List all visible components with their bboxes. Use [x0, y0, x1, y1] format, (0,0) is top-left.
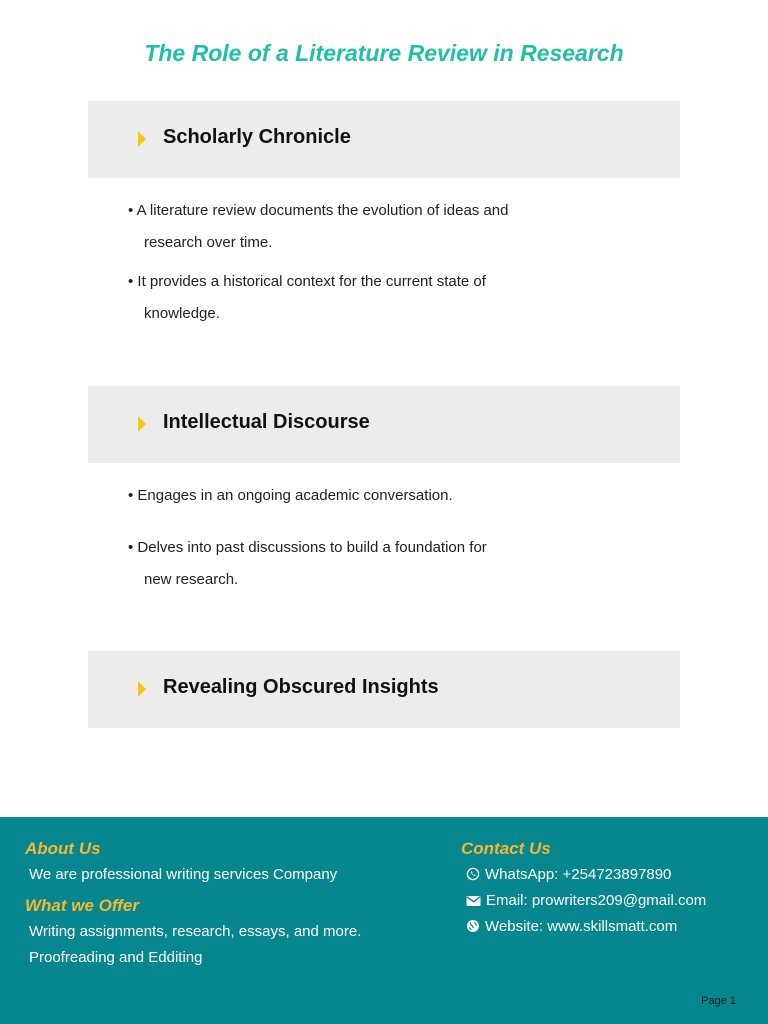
bullet-item [128, 532, 548, 596]
contact-heading: Contact Us [461, 839, 551, 858]
triangle-right-icon [138, 681, 146, 697]
bullet-line-continued: research over time. [144, 234, 273, 251]
bullet-line: • A literature review documents the evolution of ideas and [128, 202, 509, 219]
bullet-line: • Engages in an ongoing academic conversation. [128, 487, 453, 504]
offer-heading: What we Offer [25, 896, 139, 915]
section-header-intellectual-discourse [88, 386, 680, 463]
contact-whatsapp-text: WhatsApp: +254723897890 [485, 866, 672, 883]
bullet-item [128, 195, 548, 259]
about-text: We are professional writing services Company [29, 866, 338, 883]
triangle-right-icon [138, 131, 146, 147]
contact-website [466, 918, 677, 935]
footer [0, 817, 768, 1024]
bullet-item [128, 266, 548, 330]
section-heading: Revealing Obscured Insights [163, 676, 439, 698]
offer-line: Writing assignments, research, essays, and more. [29, 923, 362, 940]
whatsapp-icon [466, 867, 480, 881]
contact-email-text: Email: prowriters209@gmail.com [486, 892, 707, 909]
section-header-scholarly-chronicle [88, 101, 680, 178]
envelope-icon [466, 895, 481, 907]
contact-website-text: Website: www.skillsmatt.com [485, 918, 678, 935]
contact-whatsapp [466, 866, 671, 883]
section-header-revealing-obscured-insights [88, 651, 680, 728]
bullet-line-continued: knowledge. [144, 305, 220, 322]
section-heading: Scholarly Chronicle [163, 126, 351, 148]
triangle-right-icon [138, 416, 146, 432]
contact-email [466, 892, 706, 909]
bullet-line: • It provides a historical context for the current state of [128, 273, 486, 290]
bullet-line-continued: new research. [144, 571, 239, 588]
about-heading: About Us [25, 839, 101, 858]
offer-line: Proofreading and Edditing [29, 949, 203, 966]
bullet-line: • Delves into past discussions to build a foundation for [128, 539, 487, 556]
page-number: Page 1 [701, 995, 736, 1007]
bullet-item [128, 480, 548, 512]
page-title: The Role of a Literature Review in Research [144, 40, 624, 66]
section-heading: Intellectual Discourse [163, 411, 370, 433]
globe-icon [466, 919, 480, 933]
